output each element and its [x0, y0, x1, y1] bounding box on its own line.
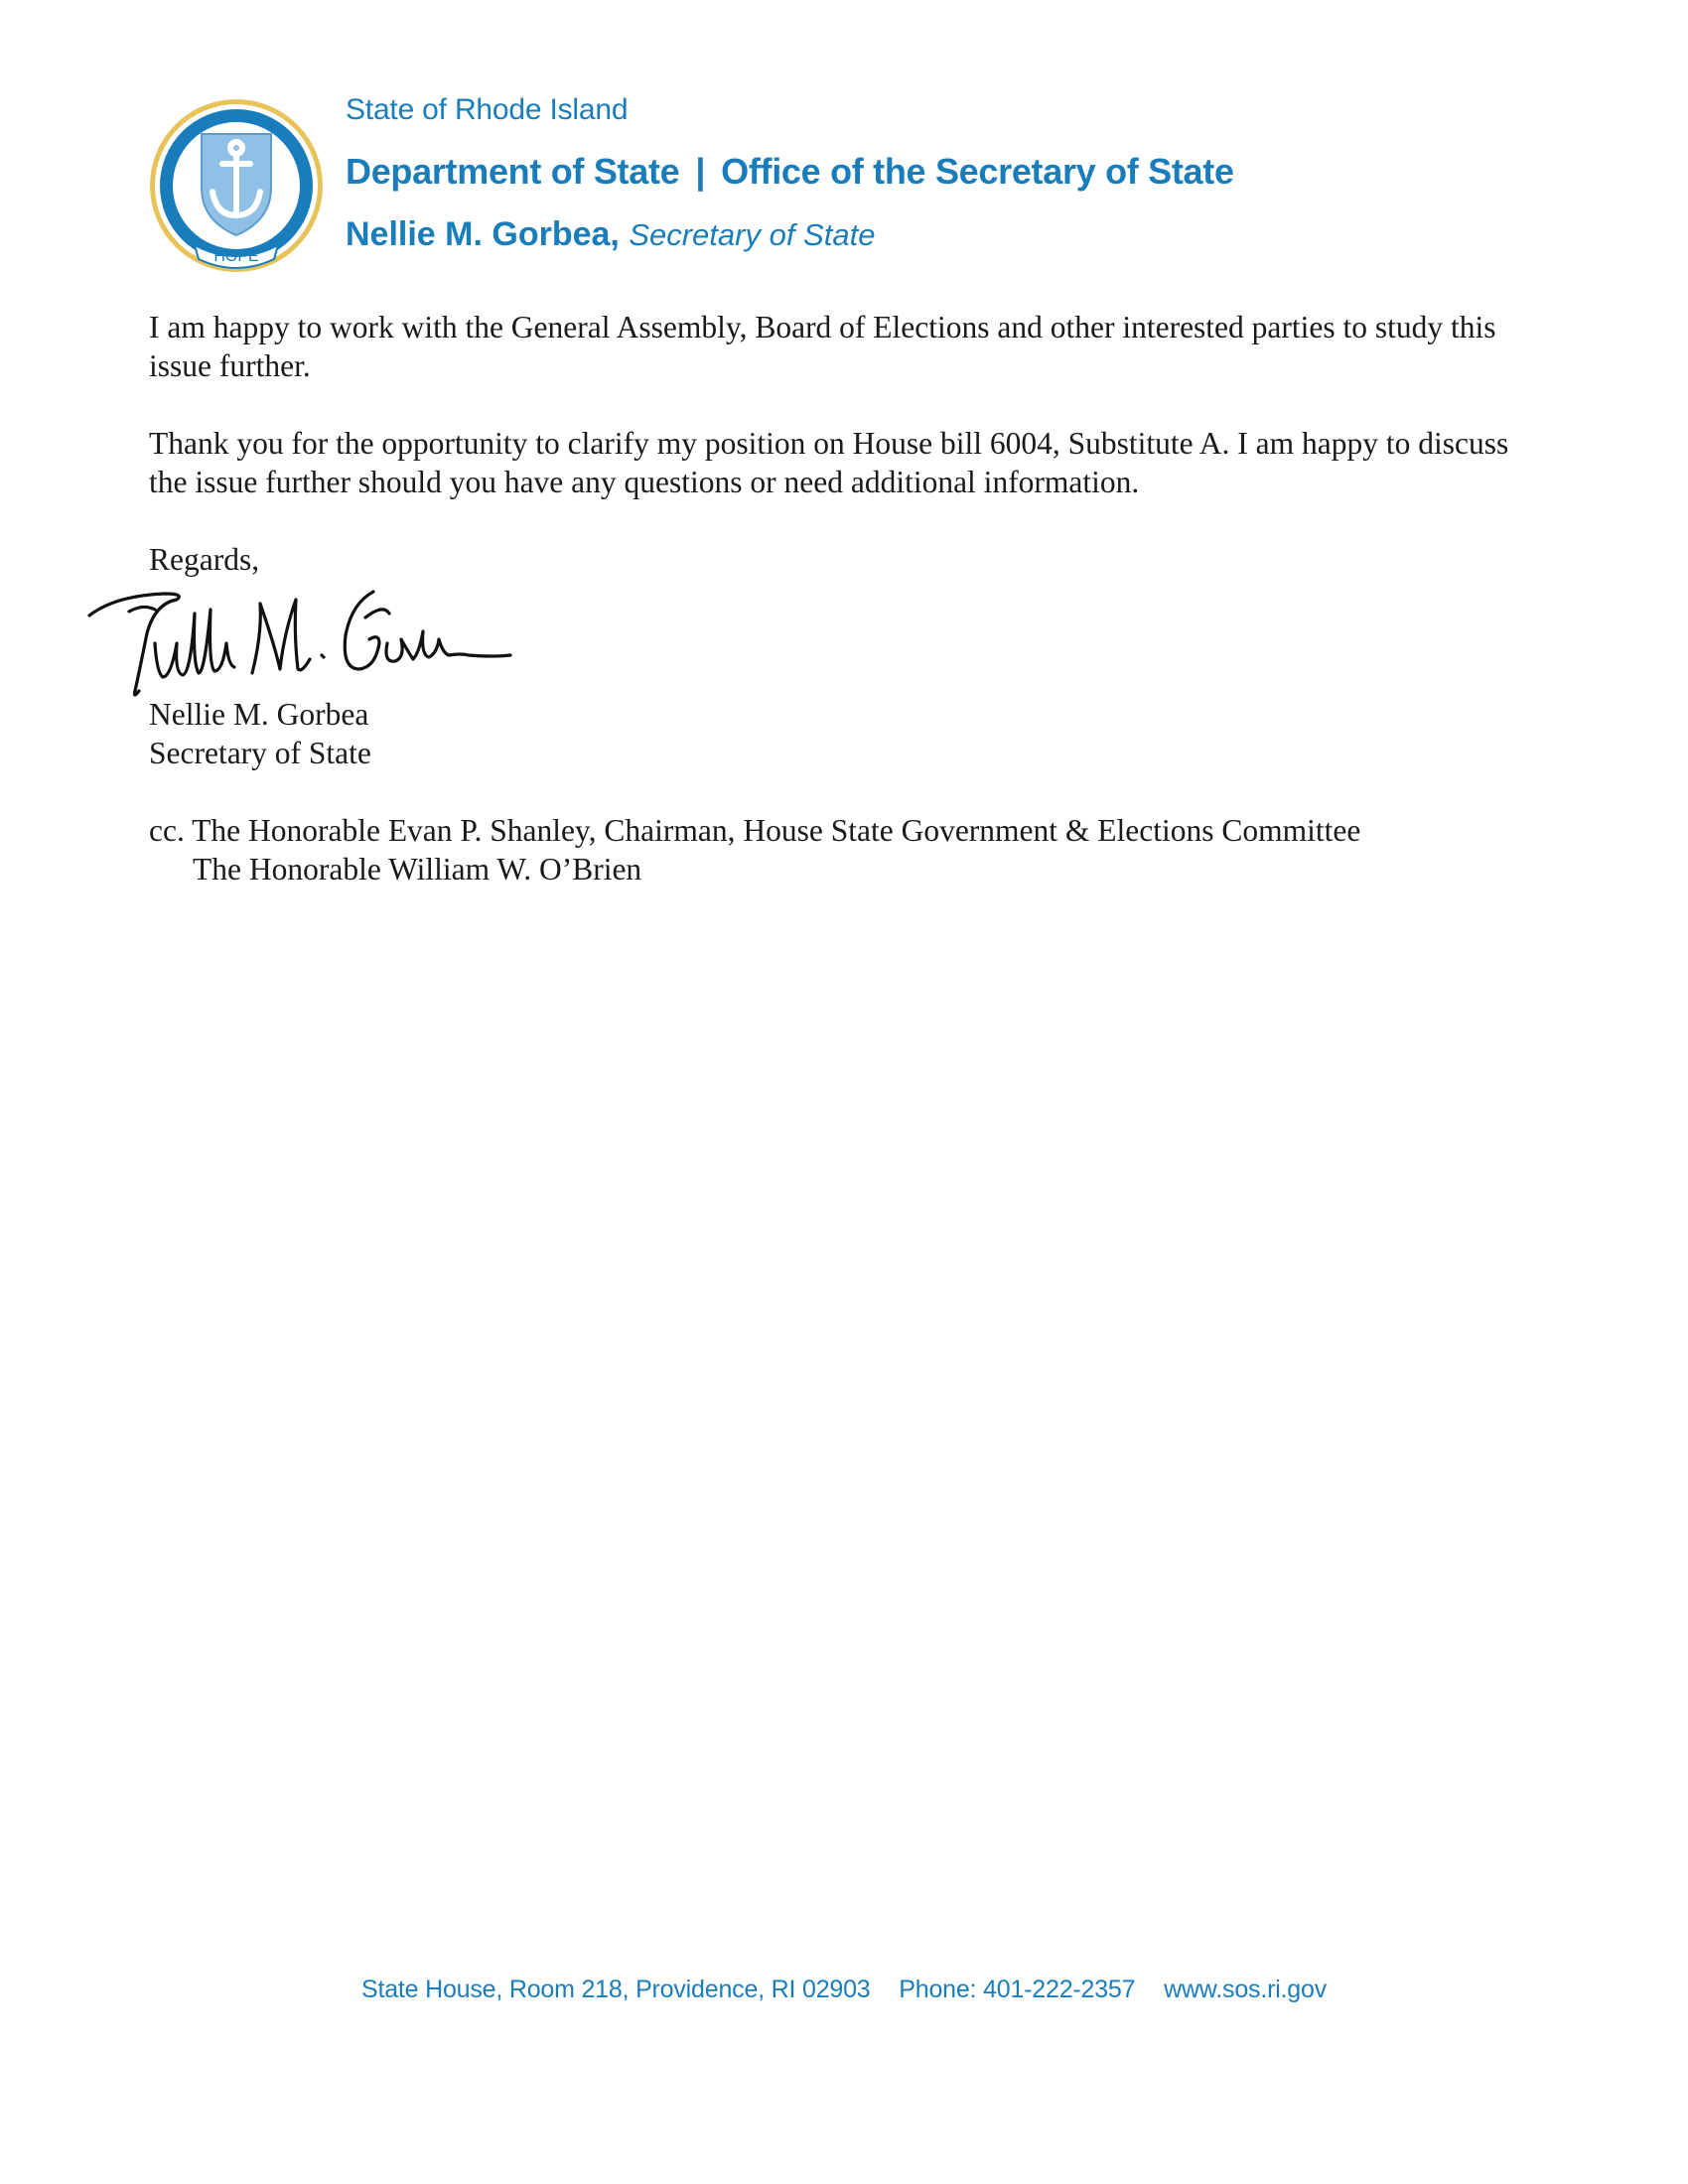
footer: [0, 1976, 1688, 2004]
state-seal-logo: [147, 96, 326, 275]
letterhead-separator: |: [695, 151, 706, 192]
signer-name: Nellie M. Gorbea: [149, 697, 369, 732]
body-paragraph-2: Thank you for the opportunity to clarify my position on House bill 6004, Substitute A. I am happy to discuss the issue further should you have any questions or need additional information.: [149, 426, 1509, 499]
cc-line-1: cc. The Honorable Evan P. Shanley, Chairman, House State Government & Elections Committee: [149, 813, 1361, 848]
footer-phone: Phone: 401-222-2357: [899, 1976, 1136, 2003]
footer-address: State House, Room 218, Providence, RI 02903: [360, 1976, 871, 2003]
closing: Regards,: [149, 542, 260, 577]
letterhead-department: Department of State: [346, 151, 680, 192]
letterhead-secretary-title: Secretary of State: [629, 217, 876, 252]
signer-title: Secretary of State: [149, 736, 371, 770]
handwritten-signature: [85, 574, 512, 703]
letterhead-state: State of Rhode Island: [346, 93, 629, 126]
seal-hope-text: HOPE: [213, 248, 259, 265]
footer-website[interactable]: www.sos.ri.gov: [1164, 1976, 1328, 2003]
letterhead: [346, 95, 1234, 251]
letterhead-secretary-name: Nellie M. Gorbea,: [346, 215, 620, 253]
body-paragraph-1: I am happy to work with the General Assembly, Board of Elections and other interested parties to study this issue further.: [149, 310, 1496, 383]
cc-line-2: The Honorable William W. O’Brien: [193, 852, 642, 887]
letterhead-office: Office of the Secretary of State: [721, 151, 1234, 192]
letterhead-department-line: [346, 151, 1234, 194]
letterhead-secretary-line: [346, 217, 1234, 251]
